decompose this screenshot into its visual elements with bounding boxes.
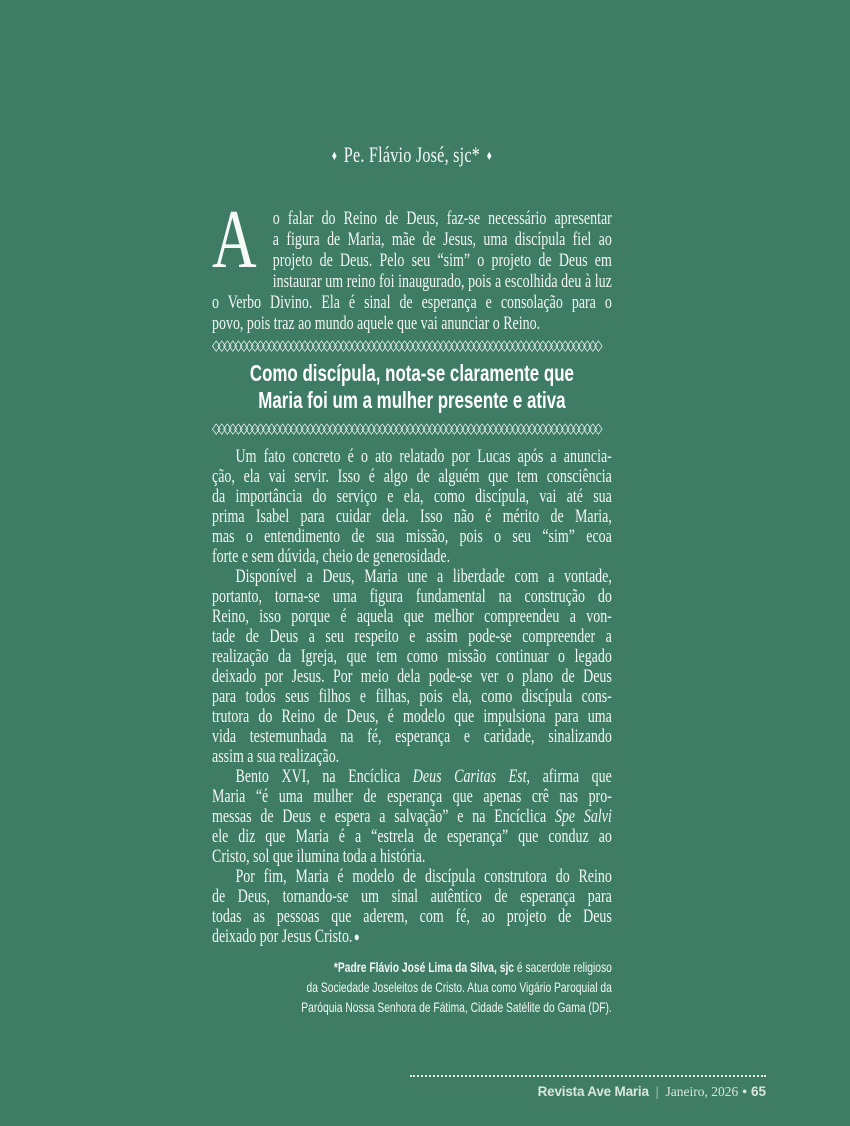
bullet-icon: • [742,1084,747,1099]
diamond-chain-divider: ◇◇◇◇◇◇◇◇◇◇◇◇◇◇◇◇◇◇◇◇◇◇◇◇◇◇◇◇◇◇◇◇◇◇◇◇◇◇◇◇◇◇◇◇◇◇◇◇◇◇◇◇◇◇◇◇◇◇◇◇◇◇◇◇◇◇◇◇◇◇ [212,421,600,435]
text-run: , afirma que [526,766,612,787]
text-line: assim a sua realização. [212,746,340,767]
text-line: projeto de Deus. Pelo seu “sim” o projeto de Deus em [272,250,612,271]
text-line [212,927,612,947]
text-line: vida testemunhada na fé, esperança e caridade, sinalizando [212,726,612,747]
bio-author-name: *Padre Flávio José Lima da Silva, sjc [333,959,515,975]
paragraph [212,767,612,867]
text-line: de Deus, tornando-se um sinal autêntico de esperança para [212,886,612,907]
text-line: Um fato concreto é o ato relatado por Lucas após a anuncia- [235,446,612,467]
text-line: portanto, torna-se uma figura fundamental na construção do [212,586,612,607]
text-line: o Verbo Divino. Ela é sinal de esperança e consolação para o [212,292,612,313]
text-run: Bento XVI, na Encíclica [235,766,413,787]
text-line: Cristo, sol que ilumina toda a história. [212,846,426,867]
page-number: 65 [750,1084,766,1099]
text-line: povo, pois traz ao mundo aquele que vai anunciar o Reino. [212,313,541,334]
magazine-name: Revista Ave Maria [537,1084,649,1099]
text-line: Disponível a Deus, Maria une a liberdade com a vontade, [235,566,612,587]
text-line: Reino, isso porque é aquela que melhor compreendeu a von- [212,606,612,627]
issue-date: Janeiro, 2026 [665,1084,739,1099]
diamond-icon: ♦ [486,149,493,164]
byline-author: Pe. Flávio José, sjc* [343,142,481,167]
text-run: messas de Deus e espera a salvação” e na Encíclica [212,806,555,827]
text-run: deixado por Jesus Cristo. [212,926,353,947]
author-bio [212,957,612,1017]
text-line [212,807,612,827]
text-line [212,767,612,787]
pull-quote [212,360,612,414]
paragraph [212,567,612,767]
text-run: é sacerdote religioso [514,959,612,975]
text-line: instaurar um reino foi inaugurado, pois a escolhida deu à luz [272,271,612,292]
end-mark-icon: ● [353,929,360,944]
page-footer [410,1075,766,1100]
text-line: a figura de Maria, mãe de Jesus, uma discípula fiel ao [272,229,612,250]
text-line: todas as pessoas que aderem, com fé, ao projeto de Deus [212,906,612,927]
text-line: deixado por Jesus. Por meio dela pode-se ver o plano de Deus [212,666,612,687]
text-line: tade de Deus a seu respeito e assim pode-se compreender a [212,626,612,647]
bio-line: da Sociedade Joseleitos de Cristo. Atua como Vigário Paroquial da [306,979,612,995]
lead-paragraph [212,193,612,334]
text-line: forte e sem dúvida, cheio de generosidade. [212,546,451,567]
byline [212,142,612,170]
paragraph [212,447,612,567]
text-line: Maria “é uma mulher de esperança que apenas crê nas pro- [212,786,612,807]
encyclical-title: Spe Salvi [554,806,612,827]
text-line: realização da Igreja, que tem como missão continuar o legado [212,646,612,667]
text-line: ele diz que Maria é a “estrela de esperança” que conduz ao [212,826,612,847]
text-line: para todos seus filhos e filhas, pois ela, como discípula cons- [212,686,612,707]
article-column [212,0,612,1017]
diamond-chain-divider: ◇◇◇◇◇◇◇◇◇◇◇◇◇◇◇◇◇◇◇◇◇◇◇◇◇◇◇◇◇◇◇◇◇◇◇◇◇◇◇◇◇◇◇◇◇◇◇◇◇◇◇◇◇◇◇◇◇◇◇◇◇◇◇◇◇◇◇◇◇◇ [212,338,600,352]
text-line: ção, ela vai servir. Isso é algo de alguém que tem consciência [212,466,612,487]
article-body [212,447,612,947]
text-line: trutora do Reino de Deus, é modelo que impulsiona para uma [212,706,612,727]
drop-cap: A [212,193,257,286]
text-line: o falar do Reino de Deus, faz-se necessário apresentar [272,208,612,229]
pull-quote-line-2: Maria foi um a mulher presente e ativa [258,387,566,413]
diamond-icon: ♦ [331,149,338,164]
separator: | [655,1084,659,1099]
text-line: da importância do serviço e ela, como discípula, vai até sua [212,486,612,507]
pull-quote-line-1: Como discípula, nota-se claramente que [249,360,574,386]
bio-line: Paróquia Nossa Senhora de Fátima, Cidade Satélite do Gama (DF). [301,999,612,1015]
text-line: Por fim, Maria é modelo de discípula construtora do Reino [235,866,612,887]
bio-line [212,957,612,977]
encyclical-title: Deus Caritas Est [412,766,527,787]
text-line: prima Isabel para cuidar dela. Isso não é mérito de Maria, [212,506,612,527]
paragraph [212,867,612,947]
text-line: mas o entendimento de sua missão, pois o seu “sim” ecoa [212,526,612,547]
